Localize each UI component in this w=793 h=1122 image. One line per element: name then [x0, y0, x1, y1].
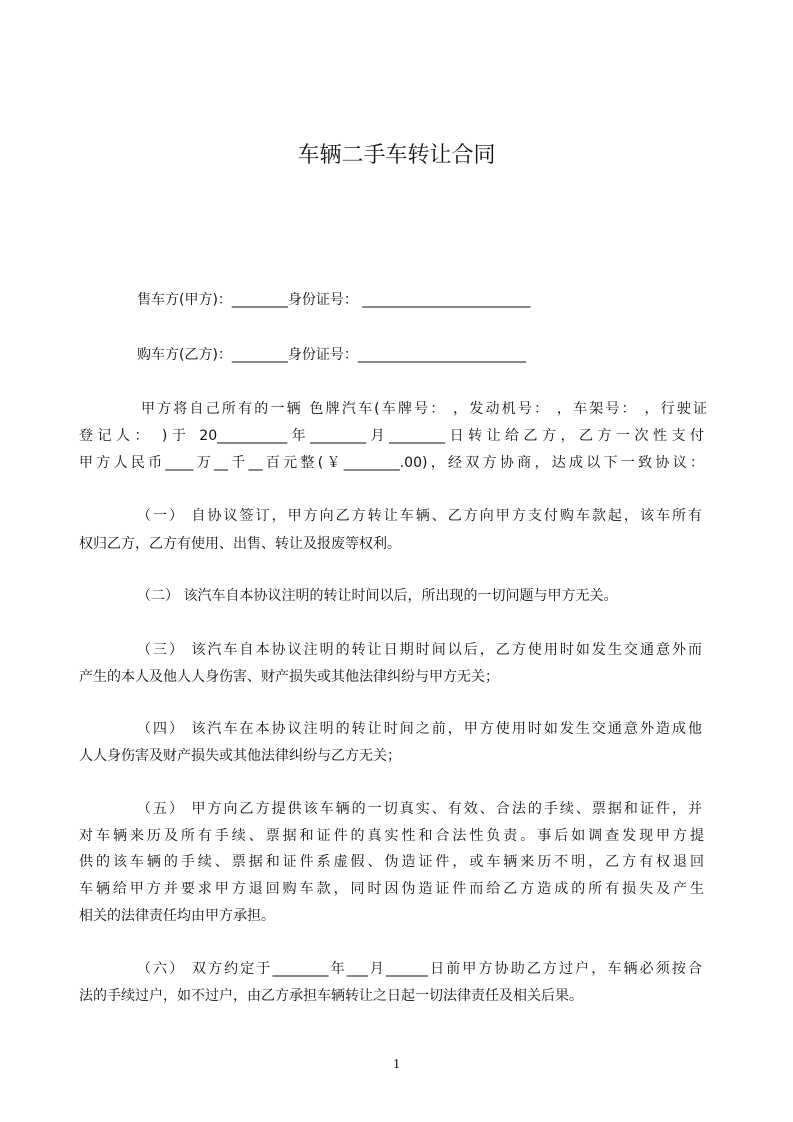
clause-1-line-2: 权归乙方，乙方有使用、出售、转让及报废等权利。 — [79, 536, 401, 552]
clause-2-line-1: （二） 该汽车自本协议注明的转让时间以后，所出现的一切问题与甲方无关。 — [137, 588, 618, 604]
clause-4-line-2: 人人身伤害及财产损失或其他法律纠纷与乙方无关； — [79, 748, 401, 764]
buyer-line: 购车方(乙方)：________身份证号：________________________ — [137, 347, 526, 363]
clause-5-line-3: 供的该车辆的手续、票据和证件系虚假、伪造证件，或车辆来历不明，乙方有权退回 — [79, 854, 704, 870]
intro-line-2: 登记人： )于 20__________年________月________日转让给乙方，乙方一次性支付 — [79, 428, 704, 444]
clause-5-line-5: 相关的法律责任均由甲方承担。 — [79, 908, 275, 924]
clause-5-line-2: 对车辆来历及所有手续、票据和证件的真实性和合法性负责。事后如调查发现甲方提 — [79, 828, 704, 844]
seller-line: 售车方(甲方)：________身份证号： ________________________ — [137, 292, 531, 308]
intro-line-1: 甲方将自己所有的一辆 色牌汽车(车牌号： ，发动机号： ，车架号： ，行驶证 — [141, 401, 707, 417]
clause-5-line-1: （五） 甲方向乙方提供该车辆的一切真实、有效、合法的手续、票据和证件，并 — [137, 801, 702, 817]
page-number: 1 — [393, 1057, 400, 1072]
clause-1-line-1: （一） 自协议签订，甲方向乙方转让车辆、乙方向甲方支付购车款起，该车所有 — [137, 508, 702, 524]
clause-3-line-2: 产生的本人及他人人身伤害、财产损失或其他法律纠纷与甲方无关； — [79, 669, 499, 685]
clause-5-line-4: 车辆给甲方并要求甲方退回购车款，同时因伪造证件而给乙方造成的所有损失及产生 — [79, 881, 704, 897]
intro-line-3: 甲方人民币____万__千__百元整(￥________.00)，经双方协商，达成以下一致协议： — [79, 455, 704, 471]
clause-6-line-1: （六） 双方约定于________年___月______日前甲方协助乙方过户，车辆必须按合 — [137, 961, 702, 977]
clause-6-line-2: 法的手续过户，如不过户，由乙方承担车辆转让之日起一切法律责任及相关后果。 — [79, 988, 583, 1004]
clause-3-line-1: （三） 该汽车自本协议注明的转让日期时间以后，乙方使用时如发生交通意外而 — [137, 642, 702, 658]
clause-4-line-1: （四） 该汽车在本协议注明的转让时间之前，甲方使用时如发生交通意外造成他 — [137, 721, 702, 737]
document-title: 车辆二手车转让合同 — [297, 143, 496, 168]
